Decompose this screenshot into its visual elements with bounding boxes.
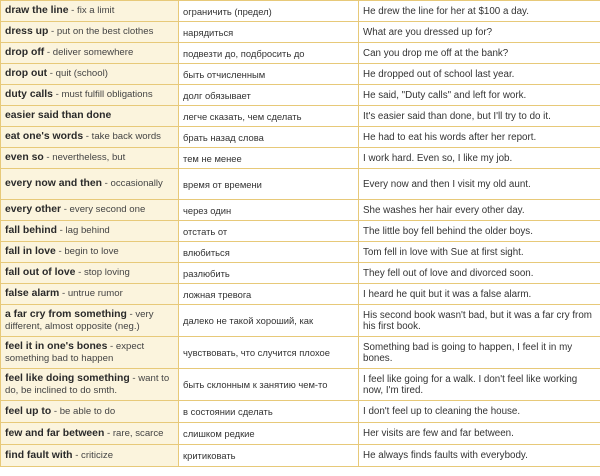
idiom-definition: - fix a limit <box>68 5 115 17</box>
idiom-cell <box>1 169 179 200</box>
idiom-definition: - stop loving <box>75 267 130 279</box>
idiom-definition: - nevertheless, but <box>43 152 126 164</box>
idiom-term: dress up <box>5 26 49 38</box>
idiom-term: drop out <box>5 68 48 80</box>
table-row <box>1 221 600 242</box>
idioms-table-body <box>1 1 600 467</box>
table-row <box>1 445 600 467</box>
russian-translation: слишком редкие <box>179 423 359 445</box>
idiom-definition: - occasionally <box>102 178 163 190</box>
russian-translation: долг обязывает <box>179 85 359 106</box>
russian-translation: влюбиться <box>179 242 359 263</box>
russian-translation: разлюбить <box>179 263 359 284</box>
idiom-definition: - untrue rumor <box>59 288 123 300</box>
table-row <box>1 106 600 127</box>
russian-translation: быть склонным к занятию чем-то <box>179 369 359 401</box>
idiom-definition: - take back words <box>83 131 161 143</box>
idiom-term: draw the line <box>5 5 69 17</box>
idiom-term: eat one's words <box>5 131 84 143</box>
example-sentence: I feel like going for a walk. I don't feel like working now, I'm tired. <box>359 369 600 401</box>
idiom-cell <box>1 64 179 85</box>
example-sentence: They fell out of love and divorced soon. <box>359 263 600 284</box>
idiom-term: fall in love <box>5 246 56 258</box>
table-row <box>1 284 600 305</box>
idiom-cell <box>1 337 179 369</box>
idiom-definition: - be able to do <box>51 405 116 417</box>
idiom-definition: - criticize <box>72 449 114 461</box>
idiom-definition: - rare, scarce <box>104 427 164 439</box>
table-row <box>1 200 600 221</box>
idiom-cell <box>1 127 179 148</box>
idiom-cell <box>1 423 179 445</box>
russian-translation: брать назад слова <box>179 127 359 148</box>
table-row <box>1 43 600 64</box>
example-sentence: Can you drop me off at the bank? <box>359 43 600 64</box>
idiom-definition: - deliver somewhere <box>44 47 134 59</box>
idiom-cell <box>1 284 179 305</box>
idiom-definition: - very different, almost opposite (neg.) <box>5 309 154 332</box>
table-row <box>1 242 600 263</box>
idiom-cell <box>1 85 179 106</box>
idiom-definition: - must fulfill obligations <box>52 89 153 101</box>
example-sentence: Her visits are few and far between. <box>359 423 600 445</box>
russian-translation: отстать от <box>179 221 359 242</box>
russian-translation: подвезти до, подбросить до <box>179 43 359 64</box>
idiom-cell <box>1 200 179 221</box>
idiom-term: find fault with <box>5 449 73 461</box>
russian-translation: далеко не такой хороший, как <box>179 305 359 337</box>
idiom-term: every other <box>5 204 62 216</box>
idiom-cell <box>1 263 179 284</box>
example-sentence: I work hard. Even so, I like my job. <box>359 148 600 169</box>
example-sentence: He said, "Duty calls" and left for work. <box>359 85 600 106</box>
idiom-cell <box>1 305 179 337</box>
idiom-definition: - want to do, be inclined to do smth. <box>5 373 170 396</box>
idiom-term: feel up to <box>5 405 52 417</box>
idiom-definition: - begin to love <box>55 246 119 258</box>
example-sentence: What are you dressed up for? <box>359 22 600 43</box>
idiom-term: duty calls <box>5 89 53 101</box>
idiom-cell <box>1 242 179 263</box>
idiom-definition: - every second one <box>61 204 146 216</box>
table-row <box>1 423 600 445</box>
table-row <box>1 337 600 369</box>
russian-translation: нарядиться <box>179 22 359 43</box>
russian-translation: тем не менее <box>179 148 359 169</box>
table-row <box>1 85 600 106</box>
idiom-cell <box>1 148 179 169</box>
example-sentence: Something bad is going to happen, I feel it in my bones. <box>359 337 600 369</box>
table-row <box>1 1 600 22</box>
idiom-definition: - lag behind <box>56 225 110 237</box>
idiom-term: feel like doing something <box>5 373 130 384</box>
idiom-term: a far cry from something <box>5 309 127 320</box>
example-sentence: I don't feel up to cleaning the house. <box>359 401 600 423</box>
idiom-cell <box>1 106 179 127</box>
example-sentence: He drew the line for her at $100 a day. <box>359 1 600 22</box>
idiom-cell <box>1 369 179 401</box>
table-row <box>1 305 600 337</box>
idiom-term: even so <box>5 152 44 164</box>
idiom-term: easier said than done <box>5 110 112 122</box>
table-row <box>1 263 600 284</box>
example-sentence: He dropped out of school last year. <box>359 64 600 85</box>
idiom-term: false alarm <box>5 288 60 300</box>
example-sentence: The little boy fell behind the older boys. <box>359 221 600 242</box>
idiom-term: few and far between <box>5 427 105 439</box>
russian-translation: критиковать <box>179 445 359 467</box>
russian-translation: через один <box>179 200 359 221</box>
idiom-term: fall behind <box>5 225 57 237</box>
idiom-term: feel it in one's bones <box>5 341 108 352</box>
table-row <box>1 127 600 148</box>
idiom-term: every now and then <box>5 178 103 190</box>
idiom-definition: - expect something bad to happen <box>5 341 145 364</box>
table-row <box>1 169 600 200</box>
table-row <box>1 148 600 169</box>
example-sentence: Tom fell in love with Sue at first sight. <box>359 242 600 263</box>
idiom-cell <box>1 43 179 64</box>
russian-translation: ложная тревога <box>179 284 359 305</box>
russian-translation: быть отчисленным <box>179 64 359 85</box>
russian-translation: ограничить (предел) <box>179 1 359 22</box>
table-row <box>1 401 600 423</box>
idiom-definition: - quit (school) <box>47 68 108 80</box>
table-row <box>1 369 600 401</box>
russian-translation: легче сказать, чем сделать <box>179 106 359 127</box>
idiom-cell <box>1 401 179 423</box>
russian-translation: в состоянии сделать <box>179 401 359 423</box>
russian-translation: время от времени <box>179 169 359 200</box>
idiom-term: drop off <box>5 47 45 59</box>
idiom-cell <box>1 445 179 467</box>
example-sentence: It's easier said than done, but I'll try to do it. <box>359 106 600 127</box>
russian-translation: чувствовать, что случится плохое <box>179 337 359 369</box>
example-sentence: She washes her hair every other day. <box>359 200 600 221</box>
idiom-cell <box>1 22 179 43</box>
example-sentence: He had to eat his words after her report. <box>359 127 600 148</box>
idiom-definition: - put on the best clothes <box>48 26 154 38</box>
idiom-term: fall out of love <box>5 267 76 279</box>
table-row <box>1 64 600 85</box>
example-sentence: He always finds faults with everybody. <box>359 445 600 467</box>
table-row <box>1 22 600 43</box>
idiom-cell <box>1 221 179 242</box>
example-sentence: Every now and then I visit my old aunt. <box>359 169 600 200</box>
idiom-cell <box>1 1 179 22</box>
example-sentence: I heard he quit but it was a false alarm. <box>359 284 600 305</box>
example-sentence: His second book wasn't bad, but it was a far cry from his first book. <box>359 305 600 337</box>
